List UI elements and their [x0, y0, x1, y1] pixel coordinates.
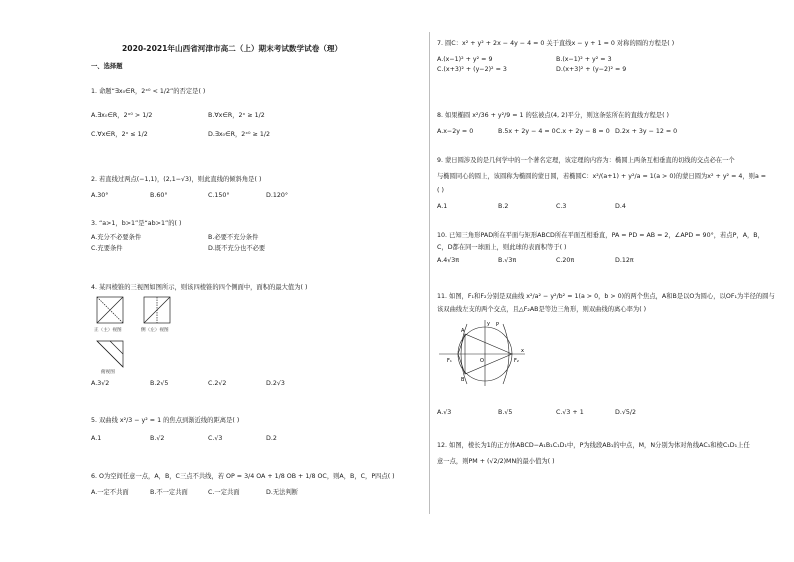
exam-title: 2020-2021年山西省河津市高二（上）期末考试数学试卷（理）: [122, 44, 343, 53]
q3-option-c: C.充要条件: [91, 245, 123, 252]
q7-option-a: A.(x−1)² + y² = 9: [437, 56, 493, 63]
q5-option-c: C.√3: [208, 435, 223, 442]
label-y: y: [487, 321, 490, 327]
q8-option-b: B.5x + 2y − 4 = 0: [498, 128, 556, 135]
label-x: x: [521, 348, 524, 354]
question-10-stem-line-2: C，D都在同一球面上，则此球的表面积等于( ): [437, 244, 567, 251]
q4-option-a: A.3√2: [91, 380, 110, 387]
label-b: B: [461, 377, 465, 383]
hyperbola-figure: [437, 318, 527, 388]
column-divider: [429, 32, 430, 514]
q8-option-a: A.x−2y = 0: [437, 128, 474, 135]
question-9-stem-line-1: 9. 蒙日圆涉及的是几何学中的一个著名定理，该定理的内容为：椭圆上两条互相垂直的切线的交点必在一个: [437, 157, 735, 164]
q11-option-a: A.√3: [437, 409, 452, 416]
question-6-stem: 6. O为空间任意一点，A，B，C三点不共线，若 OP = 3/4 OA + 1/8 OB + 1/8 OC，则A，B，C，P四点( ): [91, 473, 395, 480]
side-view-caption: 侧（左）视图: [141, 328, 169, 333]
q5-option-b: B.√2: [150, 435, 165, 442]
front-view-caption: 正（主）视图: [94, 328, 122, 333]
question-11-stem-line-1: 11. 如图，F₁和F₂分别是双曲线 x²/a² − y²/b² = 1(a > 0，b > 0)的两个焦点，A和B是以O为圆心，以OF₁为半径的圆与: [437, 293, 775, 300]
q1-option-b: B.∀x∈R，2ˣ ≥ 1/2: [208, 112, 265, 119]
question-3-stem: 3. “a>1，b>1”是“ab>1”的( ): [91, 220, 182, 227]
q4-option-d: D.2√3: [266, 380, 285, 387]
front-view: [97, 297, 123, 323]
label-o: O: [480, 358, 484, 364]
question-2-stem: 2. 若直线过两点(−1,1)，(2,1−√3)，则此直线的倾斜角是( ): [91, 176, 262, 183]
q6-option-c: C.一定共面: [208, 489, 240, 496]
question-9-stem-line-3: ( ): [437, 187, 444, 194]
q1-option-c: C.∀x∈R，2ˣ ≤ 1/2: [91, 131, 148, 138]
side-view: [144, 297, 170, 323]
top-view: [97, 341, 123, 367]
q8-option-c: C.x + 2y − 8 = 0: [556, 128, 610, 135]
question-10-stem-line-1: 10. 已知三角形PAD所在平面与矩形ABCD所在平面互相垂直，PA = PD = AB = 2，∠APD = 90°，若点P，A，B，: [437, 232, 764, 239]
q7-option-c: C.(x+3)² + (y−2)² = 3: [437, 66, 507, 73]
q4-option-b: B.2√5: [150, 380, 169, 387]
question-9-stem-line-2: 与椭圆同心的圆上，该圆称为椭圆的蒙日圆，若椭圆C：x²/(a+1) + y²/a = 1(a > 0)的蒙日圆为x² + y² = 4，则a =: [437, 173, 767, 180]
question-12-stem-line-2: 意一点，则PM + (√2/2)MN的最小值为( ): [437, 458, 555, 465]
top-view-caption: 俯视图: [101, 370, 115, 375]
q2-option-b: B.60°: [150, 192, 168, 199]
q2-option-d: D.120°: [266, 192, 289, 199]
q11-option-b: B.√5: [498, 409, 513, 416]
question-8-stem: 8. 如果椭圆 x²/36 + y²/9 = 1 的弦被点(4, 2)平分，则这条弦所在的直线方程是( ): [437, 112, 670, 119]
section-heading: 一、选择题: [91, 63, 123, 70]
q6-option-a: A.一定不共面: [91, 489, 129, 496]
q1-option-a: A.∃x₀∈R，2ˣ⁰ > 1/2: [91, 112, 153, 119]
q9-option-b: B.2: [498, 203, 509, 210]
question-12-stem-line-1: 12. 如图，棱长为1的正方体ABCD−A₁B₁C₁D₁中，P为线段AB₁的中点，M，N分别为体对角线AC₁和棱C₁D₁上任: [437, 442, 750, 449]
q3-option-d: D.既不充分也不必要: [208, 245, 266, 252]
q3-option-b: B.必要不充分条件: [208, 234, 259, 241]
label-a: A: [461, 328, 465, 334]
question-4-stem: 4. 某四棱锥的三视图如图所示，则该四棱锥的四个侧面中，面积的最大值为( ): [91, 284, 308, 291]
q5-option-d: D.2: [266, 435, 277, 442]
three-view-figure: [94, 294, 214, 374]
q5-option-a: A.1: [91, 435, 102, 442]
label-f1: F₁: [447, 358, 452, 364]
label-p: P: [496, 322, 500, 328]
q3-option-a: A.充分不必要条件: [91, 234, 142, 241]
question-1-stem: 1. 命题“∃x₀∈R，2ˣ⁰ < 1/2”的否定是( ): [91, 88, 206, 95]
question-11-stem-line-2: 该双曲线左支的两个交点，且△F₂AB是等边三角形，则双曲线的离心率为( ): [437, 306, 647, 313]
q4-option-c: C.2√2: [208, 380, 227, 387]
q11-option-d: D.√5/2: [615, 409, 636, 416]
q7-option-b: B.(x−1)² + y² = 3: [556, 56, 612, 63]
q10-option-c: C.20π: [556, 257, 575, 264]
q10-option-a: A.4√3π: [437, 257, 460, 264]
q7-option-d: D.(x+3)² + (y−2)² = 9: [556, 66, 627, 73]
q2-option-a: A.30°: [91, 192, 109, 199]
q1-option-d: D.∃x₀∈R，2ˣ⁰ ≥ 1/2: [208, 131, 270, 138]
q10-option-b: B.√3π: [498, 257, 517, 264]
question-5-stem: 5. 双曲线 x²/3 − y² = 1 的焦点到渐近线的距离是( ): [91, 417, 240, 424]
label-f2: F₂: [514, 358, 519, 364]
q9-option-d: D.4: [615, 203, 626, 210]
q9-option-c: C.3: [556, 203, 567, 210]
question-7-stem: 7. 圆C：x² + y² + 2x − 4y − 4 = 0 关于直线x − y + 1 = 0 对称的圆的方程是( ): [437, 40, 675, 47]
q8-option-d: D.2x + 3y − 12 = 0: [615, 128, 678, 135]
q6-option-b: B.不一定共面: [150, 489, 188, 496]
q11-option-c: C.√3 + 1: [556, 409, 584, 416]
q2-option-c: C.150°: [208, 192, 230, 199]
q6-option-d: D.无法判断: [266, 489, 299, 496]
q10-option-d: D.12π: [615, 257, 634, 264]
q9-option-a: A.1: [437, 203, 448, 210]
